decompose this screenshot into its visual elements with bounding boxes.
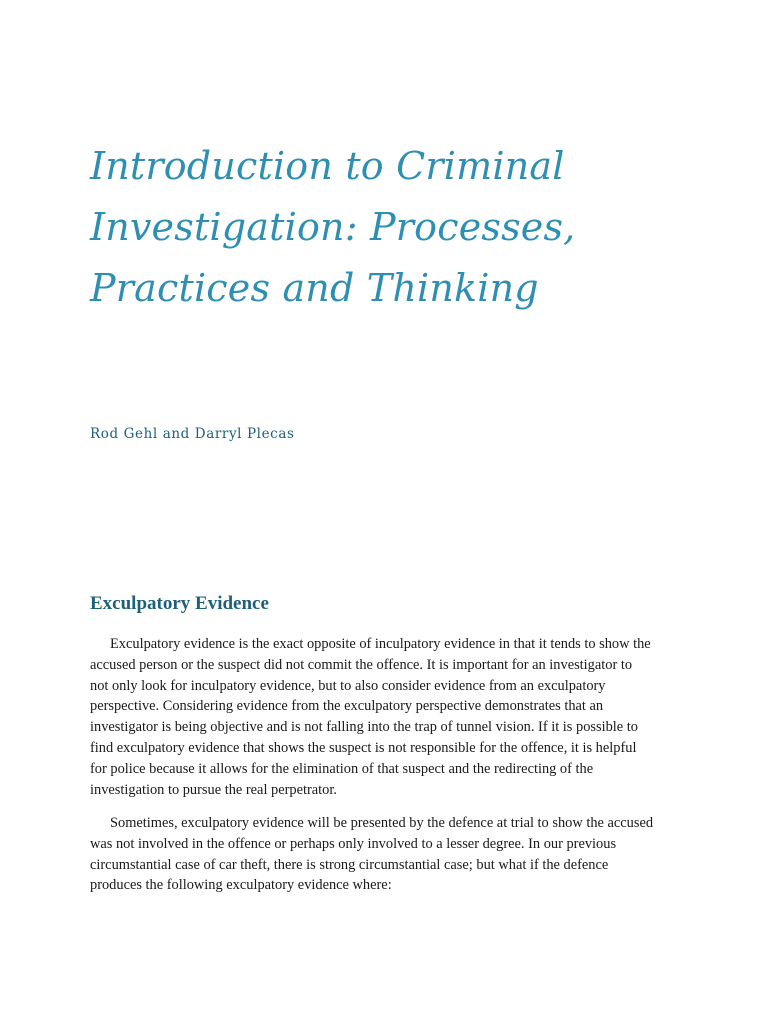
paragraph-line: Sometimes, exculpatory evidence will be presented by the defence at trial to show the accused — [110, 815, 654, 831]
book-title-line: Introduction to Criminal — [90, 144, 565, 188]
paragraph-line: not only look for inculpatory evidence, but to also consider evidence from an exculpatory — [90, 677, 606, 694]
authors-byline: Rod Gehl and Darryl Plecas — [90, 426, 295, 442]
book-title-line: Practices and Thinking — [90, 266, 539, 310]
paragraph-line: investigator is being objective and is not falling into the trap of tunnel vision. If it is possible to — [90, 719, 638, 736]
book-title — [90, 136, 710, 319]
paragraph-line: for police because it allows for the elimination of that suspect and the redirecting of the — [90, 760, 594, 777]
paragraph-line: accused person or the suspect did not commit the offence. It is important for an investigator to — [90, 656, 633, 673]
paragraph-line: find exculpatory evidence that shows the suspect is not responsible for the offence, it is helpful — [90, 739, 637, 756]
paragraph-line: Exculpatory evidence is the exact opposite of inculpatory evidence in that it tends to show the — [110, 636, 651, 652]
paragraph-line: circumstantial case of car theft, there is strong circumstantial case; but what if the defence — [90, 856, 609, 873]
paragraph-line: produces the following exculpatory evidence where: — [90, 877, 392, 894]
paragraph-line: was not involved in the offence or perhaps only involved to a lesser degree. In our previous — [90, 835, 617, 852]
paragraph — [90, 634, 690, 800]
book-title-line: Investigation: Processes, — [90, 205, 576, 249]
paragraph — [90, 813, 690, 896]
paragraph-line: investigation to pursue the real perpetrator. — [90, 781, 337, 798]
paragraph-line: perspective. Considering evidence from the exculpatory perspective demonstrates that an — [90, 698, 604, 715]
section-heading: Exculpatory Evidence — [90, 593, 269, 614]
